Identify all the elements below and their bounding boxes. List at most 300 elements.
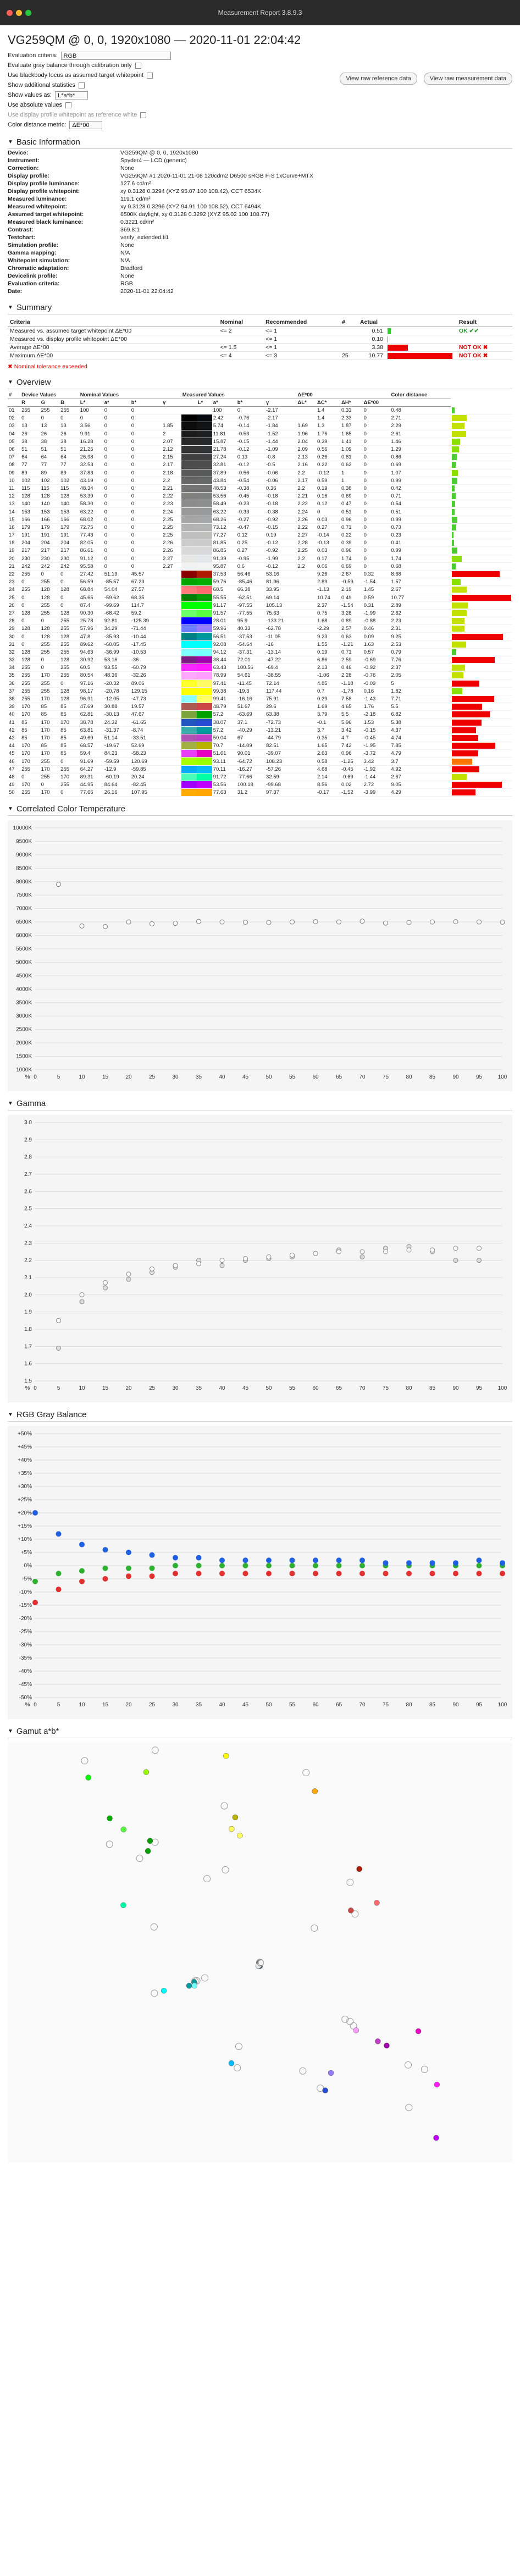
collapse-icon: ▼	[8, 1728, 13, 1735]
measured-value	[296, 664, 316, 672]
patch-number: 03	[8, 422, 20, 430]
delta-bar	[452, 509, 455, 515]
device-value: 170	[40, 789, 60, 797]
x-tick-label: 75	[382, 1702, 389, 1709]
gray-balance-point	[453, 1571, 458, 1577]
nominal-value: 53.16	[103, 656, 130, 664]
nominal-value	[162, 633, 181, 640]
basic-section-header[interactable]: ▼ Basic Information	[8, 137, 512, 149]
patch-number: 17	[8, 532, 20, 539]
y-tick-label: -25%	[19, 1629, 32, 1635]
y-tick-label: 1.8	[24, 1326, 32, 1333]
measured-value: -64.72	[236, 758, 265, 765]
delta-bar-cell	[451, 609, 512, 617]
gray-balance-point	[173, 1563, 178, 1568]
view-measurement-button[interactable]: View raw measurement data	[424, 73, 512, 85]
gamut-measured-point	[120, 1903, 126, 1908]
info-key: Device:	[8, 150, 29, 156]
overview-col-header: ΔE*00	[363, 399, 390, 407]
collapse-icon: ▼	[8, 806, 13, 812]
cct-section-header[interactable]: ▼ Correlated Color Temperature	[8, 804, 512, 816]
gamut-nominal-point	[303, 1770, 309, 1776]
measured-swatch	[197, 633, 212, 640]
nominal-value: 51.19	[103, 570, 130, 578]
patch-number: 36	[8, 679, 20, 687]
measured-value: 78.99	[212, 672, 236, 679]
measured-swatch	[197, 445, 212, 453]
info-value: None	[120, 242, 135, 248]
gray-balance-point	[336, 1563, 342, 1568]
nominal-value: 0	[103, 484, 130, 492]
nominal-value: 77.66	[79, 789, 103, 797]
patch-number: 08	[8, 461, 20, 469]
delta-bar	[452, 579, 461, 585]
delta-e00: 1.29	[390, 445, 451, 453]
device-value: 85	[20, 734, 40, 742]
device-value: 51	[20, 445, 40, 453]
measured-swatch	[197, 640, 212, 648]
measured-swatch	[197, 461, 212, 469]
x-tick-label: 30	[172, 1074, 179, 1081]
gamut-measured-point	[121, 1827, 126, 1832]
overview-row	[8, 586, 512, 594]
nominal-value: 68.84	[79, 586, 103, 594]
nominal-value: -60.05	[103, 640, 130, 648]
delta-value: 0.56	[316, 445, 340, 453]
delta-bar-cell	[451, 633, 512, 640]
info-row	[8, 149, 317, 157]
criteria: Maximum ΔE*00	[8, 352, 218, 360]
nominal-value: -68.42	[103, 609, 130, 617]
measured-value	[296, 687, 316, 695]
nominal-value: 0	[130, 430, 162, 438]
gray-balance-point	[56, 1532, 62, 1537]
nominal-value	[162, 594, 181, 601]
delta-value: 0	[363, 445, 390, 453]
measured-swatch	[197, 789, 212, 797]
gray-balance-point	[196, 1555, 202, 1561]
nominal-value: 120.69	[130, 758, 162, 765]
measured-value: 55.55	[212, 594, 236, 601]
cct-point	[57, 882, 61, 887]
delta-bar	[452, 743, 495, 749]
nominal-swatch	[181, 532, 197, 539]
device-value: 255	[20, 765, 40, 773]
measured-value: -39.07	[265, 750, 296, 758]
view-reference-button[interactable]: View raw reference data	[340, 73, 417, 85]
gamma-chart	[8, 1115, 512, 1402]
actual-bar	[388, 328, 391, 334]
delta-value: 1.53	[363, 718, 390, 726]
delta-e00: 1.82	[390, 687, 451, 695]
nominal-swatch	[181, 609, 197, 617]
delta-value: 0.71	[340, 523, 363, 531]
nominal-value: 72.75	[79, 523, 103, 531]
measured-value: -0.92	[265, 516, 296, 523]
device-value: 179	[59, 523, 79, 531]
gamut-nominal-point	[311, 1925, 318, 1932]
gamut-measured-point	[312, 1789, 318, 1794]
delta-bar	[452, 595, 511, 601]
measured-swatch	[197, 500, 212, 508]
count	[340, 327, 358, 335]
measured-value: 81.85	[212, 539, 236, 547]
info-key: Display profile whitepoint:	[8, 188, 80, 195]
delta-value: 0.51	[340, 508, 363, 516]
gray-balance-point	[243, 1571, 248, 1577]
gamut-nominal-point	[406, 2104, 412, 2111]
info-value: xy 0.3128 0.3294 (XYZ 95.07 100 108.42), CCT 6534K	[120, 188, 262, 195]
measured-value: 38.07	[212, 718, 236, 726]
showvals-select[interactable]: L*a*b*	[55, 91, 88, 99]
gamma-section-header[interactable]: ▼ Gamma	[8, 1099, 512, 1110]
nominal-value	[162, 742, 181, 750]
nominal-value: 44.95	[79, 781, 103, 789]
y-tick-label: 2.6	[24, 1189, 32, 1195]
nominal-swatch	[181, 664, 197, 672]
device-value: 89	[59, 469, 79, 477]
nominal-swatch	[181, 617, 197, 625]
overview-section-header[interactable]: ▼ Overview	[8, 378, 512, 389]
measured-value: -2.17	[265, 407, 296, 414]
delta-bar-cell	[451, 454, 512, 461]
device-value: 0	[40, 617, 60, 625]
nominal-value: 0	[103, 477, 130, 484]
measured-value: -0.56	[236, 469, 265, 477]
delta-value: 0.31	[363, 601, 390, 609]
measured-value: -0.12	[236, 461, 265, 469]
delta-bar-cell	[451, 562, 512, 570]
device-value: 170	[20, 781, 40, 789]
nominal-value: 0	[103, 407, 130, 414]
y-tick-label: +45%	[18, 1444, 32, 1451]
measured-value: -19.3	[236, 687, 265, 695]
x-tick-label: 70	[359, 1074, 366, 1081]
device-value: 255	[40, 679, 60, 687]
overview-row	[8, 656, 512, 664]
device-value: 0	[59, 758, 79, 765]
device-value: 170	[59, 773, 79, 781]
delta-value: 4.85	[316, 679, 340, 687]
device-value: 191	[59, 532, 79, 539]
overview-row	[8, 484, 512, 492]
nominal-value: 67.23	[130, 578, 162, 586]
delta-e00: 2.23	[390, 617, 451, 625]
measured-value: 32.59	[265, 773, 296, 781]
measured-value: -11.45	[236, 679, 265, 687]
x-tick-label: 70	[359, 1385, 366, 1392]
delta-bar-cell	[451, 711, 512, 718]
nominal-value: -59.85	[130, 765, 162, 773]
gray-section-header[interactable]: ▼ RGB Gray Balance	[8, 1410, 512, 1422]
delta-value: 0.22	[316, 461, 340, 469]
y-tick-label: 1.9	[24, 1309, 32, 1316]
delta-value: -1.54	[340, 601, 363, 609]
overview-row	[8, 454, 512, 461]
patch-number: 34	[8, 664, 20, 672]
nominal-value	[162, 672, 181, 679]
delta-value: 0.16	[316, 493, 340, 500]
delta-bar	[452, 759, 472, 765]
measured-value: 68.26	[212, 516, 236, 523]
delta-bar	[452, 711, 489, 717]
nominal-value	[162, 695, 181, 703]
device-value: 128	[20, 656, 40, 664]
x-tick-label: %	[25, 1074, 30, 1081]
nominal-swatch	[181, 695, 197, 703]
gamut-measured-point	[357, 1866, 362, 1872]
nominal-value: 63.22	[79, 508, 103, 516]
nominal-value: 0	[103, 445, 130, 453]
device-value: 128	[20, 625, 40, 633]
delta-bar	[452, 478, 457, 484]
measured-swatch	[197, 781, 212, 789]
device-value: 102	[40, 477, 60, 484]
delta-value: 0	[363, 461, 390, 469]
nominal-swatch	[181, 711, 197, 718]
nominal-value	[162, 726, 181, 734]
x-tick-label: 55	[289, 1702, 296, 1709]
measured-value	[296, 718, 316, 726]
patch-number: 05	[8, 438, 20, 445]
nominal-value: 2.25	[162, 523, 181, 531]
nominal-value: 0	[130, 547, 162, 555]
nominal-value: 0	[130, 454, 162, 461]
delta-value: 1	[340, 477, 363, 484]
result: NOT OK ✖	[457, 352, 512, 360]
gray-balance-point	[266, 1571, 272, 1577]
x-tick-label: 50	[265, 1074, 272, 1081]
nominal-value: 47.67	[130, 711, 162, 718]
nominal-swatch	[181, 742, 197, 750]
measured-value: -0.12	[236, 445, 265, 453]
info-value: None	[120, 165, 135, 172]
nominal-value: 0	[103, 422, 130, 430]
device-value: 255	[40, 640, 60, 648]
device-value: 51	[59, 445, 79, 453]
gamut-measured-point	[328, 2070, 334, 2076]
x-tick-label: 60	[312, 1385, 319, 1392]
nominal-swatch	[181, 687, 197, 695]
measured-value: 0.13	[236, 454, 265, 461]
measured-value	[296, 773, 316, 781]
measured-value: 50.04	[212, 734, 236, 742]
opt-profilewp-checkbox[interactable]	[140, 112, 146, 118]
nominal-value: -33.51	[130, 734, 162, 742]
info-row	[8, 195, 317, 203]
opt-absolute-checkbox[interactable]	[65, 102, 71, 108]
nominal-swatch	[181, 734, 197, 742]
delta-value: -1.95	[363, 742, 390, 750]
device-value: 128	[40, 493, 60, 500]
measured-value: 75.63	[265, 609, 296, 617]
measured-value: 95.87	[212, 562, 236, 570]
delta-value: 8.56	[316, 781, 340, 789]
x-tick-label: 90	[452, 1074, 459, 1081]
gamut-measured-point	[186, 1983, 192, 1989]
measured-swatch	[197, 679, 212, 687]
delta-value: 0.57	[363, 648, 390, 656]
gray-balance-point	[243, 1558, 248, 1563]
delta-value: -1.25	[340, 758, 363, 765]
delta-bar	[452, 548, 457, 554]
patch-number: 18	[8, 539, 20, 547]
count: 25	[340, 352, 358, 360]
x-tick-label: 65	[335, 1702, 342, 1709]
gamma-point	[360, 1255, 364, 1259]
nominal	[218, 335, 263, 344]
delta-value: 0.12	[316, 500, 340, 508]
gamut-chart	[8, 1743, 512, 2162]
nominal-value: 2.25	[162, 516, 181, 523]
gray-balance-point	[219, 1571, 225, 1577]
nominal-value: 21.25	[79, 445, 103, 453]
overview-group-header: Color distance	[390, 391, 451, 399]
nominal-value: 0	[130, 422, 162, 430]
measured-value: 2.16	[296, 461, 316, 469]
delta-bar	[452, 750, 478, 756]
device-value: 0	[59, 594, 79, 601]
delta-value: 1.69	[316, 703, 340, 711]
nominal-value: -36	[130, 656, 162, 664]
summary-header: Criteria	[8, 318, 218, 327]
nominal-value: 84.23	[103, 750, 130, 758]
delta-value: 1.68	[316, 617, 340, 625]
delta-value: 1.3	[316, 422, 340, 430]
patch-number: 31	[8, 640, 20, 648]
info-key: Contrast:	[8, 226, 34, 233]
delta-value: -1.52	[340, 789, 363, 797]
delta-bar	[452, 485, 454, 491]
patch-number: 26	[8, 601, 20, 609]
delta-value: 2.63	[316, 750, 340, 758]
delta-bar	[452, 634, 503, 640]
delta-value: -1.21	[340, 640, 363, 648]
info-row	[8, 211, 317, 218]
nominal-value: 95.58	[79, 562, 103, 570]
gamut-measured-point	[229, 2061, 234, 2066]
nominal-swatch	[181, 703, 197, 711]
device-value: 26	[59, 430, 79, 438]
delta-value: 0	[363, 555, 390, 562]
delta-value: 0.03	[316, 516, 340, 523]
nominal-value: -12.9	[103, 765, 130, 773]
device-value: 0	[59, 578, 79, 586]
measured-swatch	[197, 523, 212, 531]
measured-value: -85.46	[236, 578, 265, 586]
gamut-section-header[interactable]: ▼ Gamut a*b*	[8, 1727, 512, 1738]
nominal-value: 59.2	[130, 609, 162, 617]
opt-blackbody-checkbox[interactable]	[147, 73, 153, 79]
device-value: 77	[20, 461, 40, 469]
info-value: RGB	[120, 280, 133, 287]
gray-balance-point	[477, 1563, 482, 1568]
opt-gray-checkbox[interactable]	[135, 63, 141, 69]
device-value: 77	[59, 461, 79, 469]
nominal: <= 2	[218, 327, 263, 335]
nominal-value	[162, 703, 181, 711]
measured-value: 1.69	[296, 422, 316, 430]
measured-value: 0	[236, 407, 265, 414]
overview-row	[8, 695, 512, 703]
delta-bar	[452, 672, 463, 678]
y-tick-label: -20%	[19, 1616, 32, 1622]
y-tick-label: 4500K	[16, 973, 32, 980]
delta-value: 0	[363, 407, 390, 414]
measured-swatch	[197, 758, 212, 765]
y-tick-label: -40%	[19, 1668, 32, 1675]
patch-number: 33	[8, 656, 20, 664]
gamma-point	[430, 1248, 435, 1252]
delta-bar	[452, 501, 455, 507]
device-value: 128	[59, 656, 79, 664]
device-value: 255	[59, 672, 79, 679]
opt-stats-checkbox[interactable]	[79, 82, 85, 89]
device-value: 255	[20, 687, 40, 695]
device-value: 0	[20, 601, 40, 609]
cct-point	[267, 920, 271, 925]
gray-balance-point	[150, 1566, 155, 1571]
eval-select[interactable]: RGB	[61, 52, 171, 60]
info-value: Spyder4 — LCD (generic)	[120, 157, 187, 164]
nominal-value: 87.4	[79, 601, 103, 609]
delta-value: 10.74	[316, 594, 340, 601]
device-value: 26	[20, 430, 40, 438]
colordist-select[interactable]: ΔE*00	[69, 121, 102, 129]
measured-value	[296, 679, 316, 687]
info-key: Date:	[8, 288, 23, 295]
gamma-point	[244, 1257, 248, 1261]
patch-number: 01	[8, 407, 20, 414]
eval-label: Evaluation criteria:	[8, 52, 58, 59]
nominal-swatch	[181, 773, 197, 781]
nominal-value: -19.67	[103, 742, 130, 750]
device-value: 77	[40, 461, 60, 469]
device-value: 89	[20, 469, 40, 477]
overview-table	[8, 391, 512, 797]
gray-balance-point	[56, 1571, 62, 1577]
gamma-point	[80, 1300, 84, 1304]
measured-value: 5.74	[212, 422, 236, 430]
measured-value	[296, 609, 316, 617]
delta-bar-cell	[451, 703, 512, 711]
delta-value: -0.88	[363, 617, 390, 625]
patch-number: 09	[8, 469, 20, 477]
delta-value: 0.71	[340, 648, 363, 656]
delta-value: 0	[363, 438, 390, 445]
nominal-value: 32.53	[79, 461, 103, 469]
patch-number: 04	[8, 430, 20, 438]
measured-value: -69.4	[265, 664, 296, 672]
measured-value: -40.29	[236, 726, 265, 734]
nominal-value: 68.57	[79, 742, 103, 750]
gray-balance-point	[359, 1558, 365, 1563]
x-tick-label: 95	[475, 1702, 483, 1709]
nominal-swatch	[181, 445, 197, 453]
measured-swatch	[197, 562, 212, 570]
summary-section-header[interactable]: ▼ Summary	[8, 303, 512, 314]
nominal-value: 2.26	[162, 539, 181, 547]
measured-value	[296, 601, 316, 609]
patch-number: 21	[8, 562, 20, 570]
measured-value: -0.53	[236, 430, 265, 438]
measured-value: 29.6	[265, 703, 296, 711]
gray-balance-point	[32, 1600, 38, 1606]
delta-value: -3.99	[363, 789, 390, 797]
info-row	[8, 264, 317, 272]
device-value: 38	[59, 438, 79, 445]
patch-number: 29	[8, 625, 20, 633]
